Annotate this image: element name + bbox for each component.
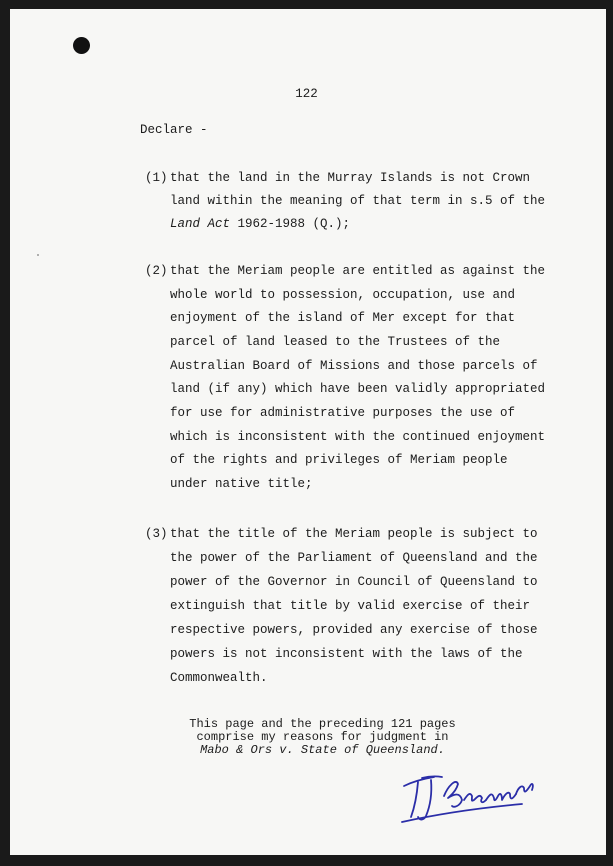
item-number: (1) (145, 171, 168, 185)
footer-line: This page and the preceding 121 pages (189, 717, 456, 731)
act-years: 1962-1988 (Q.); (230, 217, 351, 231)
page-footer-note (0, 718, 613, 757)
item-line: that the land in the Murray Islands is not Crown (170, 171, 531, 185)
item-line: powers is not inconsistent with the laws of the (170, 647, 523, 661)
footer-line: comprise my reasons for judgment in (196, 730, 449, 744)
item-line: Commonwealth. (170, 671, 268, 685)
item-line: enjoyment of the island of Mer except for that (170, 311, 516, 325)
item-line: Australian Board of Missions and those parcels of (170, 359, 538, 373)
item-line: the power of the Parliament of Queensland and the (170, 551, 538, 565)
item-line: land within the meaning of that term in s.5 of the (170, 194, 546, 208)
punch-hole (73, 37, 90, 54)
item-line: power of the Governor in Council of Queensland to (170, 575, 538, 589)
item-line: respective powers, provided any exercise of those (170, 623, 538, 637)
item-number: (3) (145, 527, 168, 541)
handwritten-signature (398, 760, 538, 826)
item-line: for use for administrative purposes the use of (170, 406, 516, 420)
item-line: that the title of the Meriam people is subject to (170, 527, 538, 541)
item-line: that the Meriam people are entitled as against the (170, 264, 546, 278)
item-line: parcel of land leased to the Trustees of the (170, 335, 501, 349)
item-line (170, 217, 350, 231)
item-line: under native title; (170, 477, 313, 491)
case-name: Mabo & Ors v. State of Queensland. (200, 743, 445, 757)
act-title: Land Act (170, 217, 231, 231)
item-number: (2) (145, 264, 168, 278)
item-line: of the rights and privileges of Meriam people (170, 453, 508, 467)
declare-heading: Declare - (140, 123, 208, 137)
item-line: land (if any) which have been validly appropriated (170, 382, 546, 396)
item-line: extinguish that title by valid exercise of their (170, 599, 531, 613)
item-line: whole world to possession, occupation, use and (170, 288, 516, 302)
paper-speck (37, 254, 39, 256)
page-number: 122 (295, 87, 318, 101)
item-line: which is inconsistent with the continued enjoyment (170, 430, 546, 444)
